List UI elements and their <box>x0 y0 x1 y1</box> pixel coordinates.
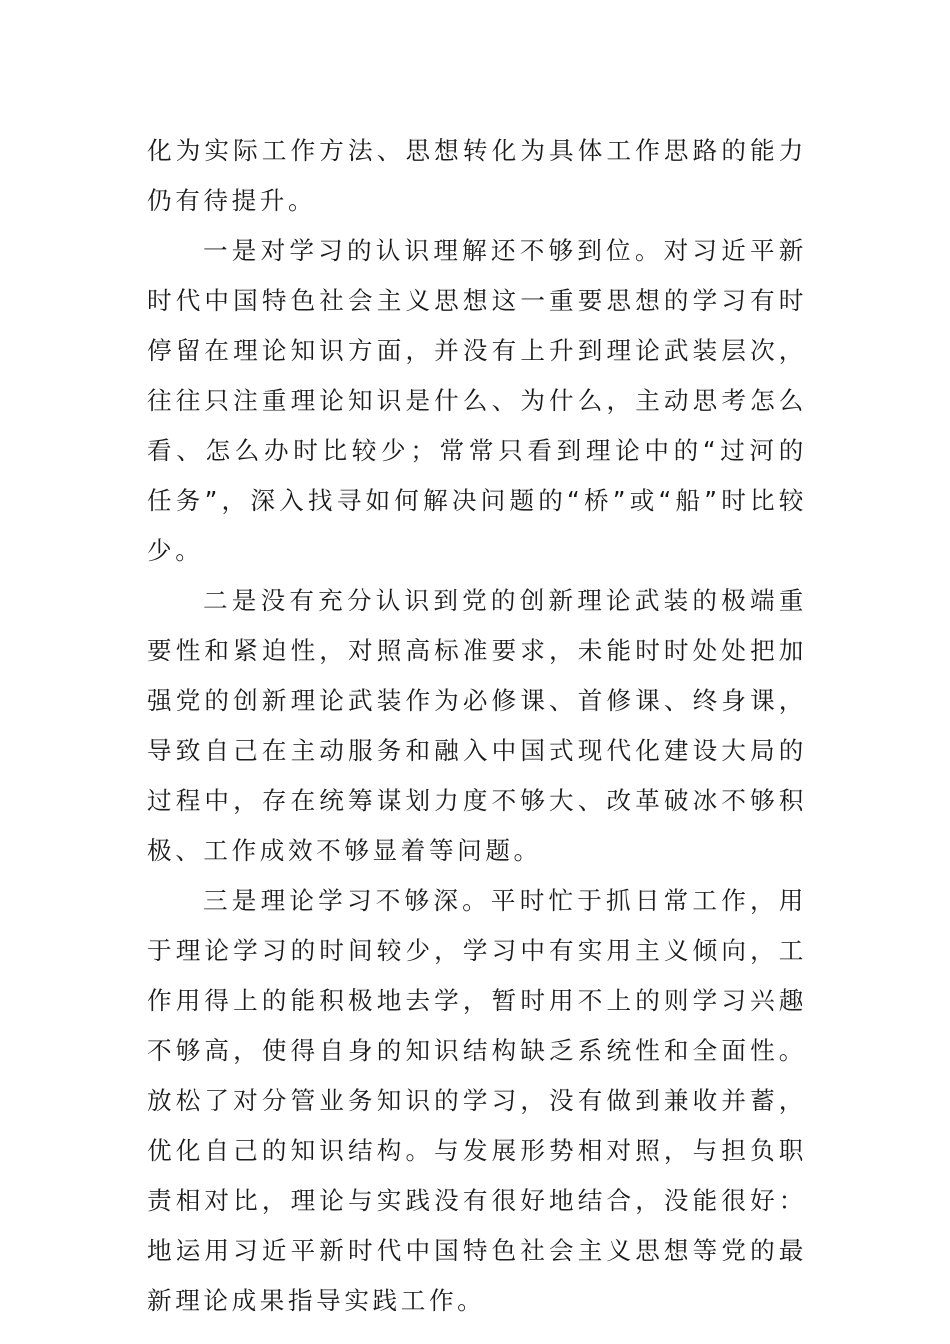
paragraph-continuation: 化为实际工作方法、思想转化为具体工作思路的能力仍有待提升。 <box>147 136 807 215</box>
paragraph-point-two: 二是没有充分认识到党的创新理论武装的极端重要性和紧迫性，对照高标准要求，未能时时处处把加强党的创新理论武装作为必修课、首修课、终身课，导致自己在主动服务和融入中国式现代化建设大局的过程中，存在统筹谋划力度不够大、改革破冰不够积极、工作成效不够显着等问题。 <box>147 586 807 865</box>
paragraph-point-one: 一是对学习的认识理解还不够到位。对习近平新时代中国特色社会主义思想这一重要思想的学习有时停留在理论知识方面，并没有上升到理论武装层次，往往只注重理论知识是什么、为什么，主动思考怎么看、怎么办时比较少；常常只看到理论中的“过河的任务”，深入找寻如何解决问题的“桥”或“船”时比较少。 <box>147 236 807 565</box>
paragraph-point-three: 三是理论学习不够深。平时忙于抓日常工作，用于理论学习的时间较少，学习中有实用主义倾向，工作用得上的能积极地去学，暂时用不上的则学习兴趣不够高，使得自身的知识结构缺乏系统性和全面性。放松了对分管业务知识的学习，没有做到兼收并蓄，优化自己的知识结构。与发展形势相对照，与担负职责相对比，理论与实践没有很好地结合，没能很好：地运用习近平新时代中国特色社会主义思想等党的最新理论成果指导实践工作。 <box>147 886 807 1315</box>
document-body <box>147 126 807 1326</box>
